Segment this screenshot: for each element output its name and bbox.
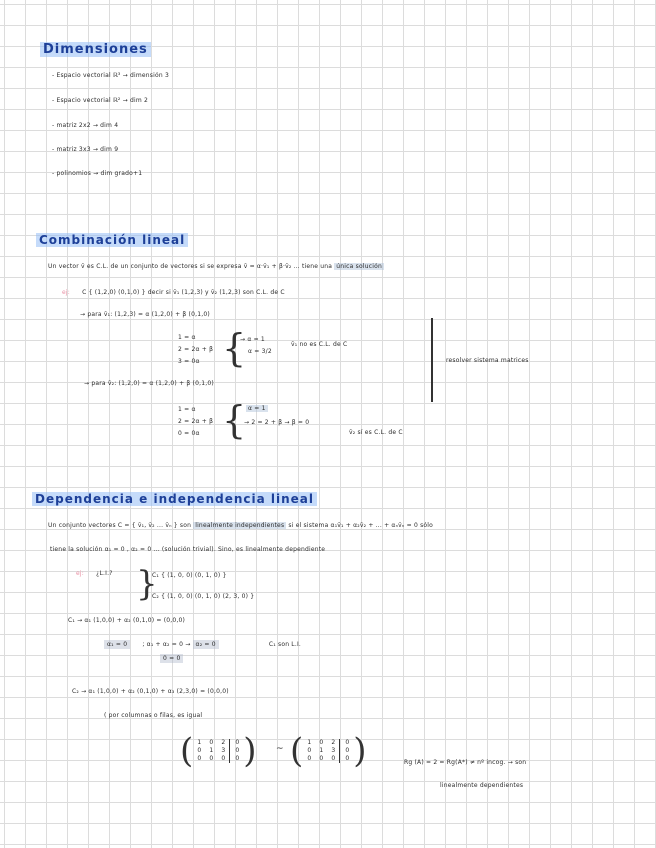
system-1-result: v̄₁ no es C.L. de C	[291, 341, 348, 348]
side-note: resolver sistema matrices	[446, 357, 529, 364]
comb-case-2: → para v̄₂: (1,2,0) = α (1,2,0) + β (0,1,0)	[84, 380, 214, 387]
method-note: ( por columnas o filas, es igual	[104, 712, 203, 719]
mb-cell: 0	[345, 739, 350, 746]
comb-intro-highlight: única solución	[336, 263, 382, 270]
system-1-eq-2: 2 = 2α + β	[178, 346, 214, 353]
dim-item-3: - matriz 2x2 → dim 4	[52, 122, 119, 129]
dim-item-2: - Espacio vectorial ℝ² → dim 2	[52, 97, 149, 104]
c1-zero-eq: 0 = 0	[160, 654, 183, 663]
c1-alpha2: α₂ = 0	[193, 640, 219, 649]
dep-example-question: ¿L.I.?	[96, 570, 113, 577]
ma-cell: 2	[221, 739, 226, 746]
system-2-sol: → 2 = 2 + β → β = 0	[244, 419, 310, 426]
mb-cell: 0	[331, 755, 336, 762]
ma-cell: 0	[209, 739, 214, 746]
ma-cell: 0	[221, 755, 226, 762]
dep-example-brace: }	[136, 564, 158, 604]
mb-cell: 2	[331, 739, 336, 746]
c1-conclusion: C₁ son L.I.	[268, 641, 302, 648]
ma-cell: 0	[235, 739, 240, 746]
mb-cell: 3	[331, 747, 336, 754]
ma-cell: 0	[197, 747, 202, 754]
system-2-eq-2: 2 = 2α + β	[178, 418, 214, 425]
ma-cell: 1	[197, 739, 202, 746]
ma-bar	[229, 747, 230, 755]
matrix-a-grid	[193, 739, 243, 763]
ma-cell: 0	[235, 755, 240, 762]
side-divider	[431, 318, 433, 402]
mb-cell: 0	[345, 755, 350, 762]
dep-definition-2: tiene la solución α₁ = 0 , α₂ = 0 ... (solución trivial). Sino, es linealmente dependiente	[50, 546, 326, 553]
system-2-eq-1: 1 = α	[178, 406, 196, 413]
comb-example-text: C { (1,2,0) (0,1,0) } decir si v̄₁ (1,2,3) y v̄₂ (1,2,3) son C.L. de C	[82, 289, 285, 296]
comb-example	[62, 289, 285, 297]
dim-item-1: - Espacio vectorial ℝ³ → dimensión 3	[52, 72, 169, 79]
mb-cell: 0	[307, 747, 312, 754]
system-2-result: v̄₂ sí es C.L. de C	[349, 429, 403, 436]
matrix-a-left-paren: (	[180, 731, 194, 771]
comb-case-1: → para v̄₁: (1,2,3) = α (1,2,0) + β (0,1,0)	[80, 311, 210, 318]
system-2-alpha: α = 1	[248, 405, 266, 412]
mb-cell: 0	[319, 755, 324, 762]
mb-bar	[339, 747, 340, 755]
ma-bar	[229, 755, 230, 763]
ma-bar	[229, 739, 230, 747]
system-2-eq-3: 0 = 0α	[178, 430, 200, 437]
ma-cell: 0	[235, 747, 240, 754]
dep-def-text-a: Un conjunto vectores C = { v̄₁, v̄₂ ... v̄ₙ } son	[48, 522, 192, 529]
set-c1: C₁ { (1, 0, 0) (0, 1, 0) }	[152, 572, 227, 579]
system-1-eq-1: 1 = α	[178, 334, 196, 341]
equivalence-sign: ~	[276, 744, 284, 754]
matrix-b-right-paren: )	[353, 731, 367, 771]
matrix-b-grid	[303, 739, 353, 763]
c2-equation: C₂ → α₁ (1,0,0) + α₂ (0,1,0) + α₃ (2,3,0) = (0,0,0)	[72, 688, 229, 695]
dep-def-highlight: linealmente independientes	[195, 522, 285, 529]
c1-equation: C₁ → α₁ (1,0,0) + α₂ (0,1,0) = (0,0,0)	[68, 617, 186, 624]
system-2-brace: {	[222, 398, 247, 442]
system-1-sol-1: → α = 1	[240, 336, 265, 343]
section-title-dimensiones: Dimensiones	[40, 42, 151, 57]
rank-conclusion-2: linealmente dependientes	[440, 782, 524, 789]
mb-bar	[339, 755, 340, 763]
system-1-sol-2: α = 3/2	[248, 348, 272, 355]
ma-cell: 3	[221, 747, 226, 754]
system-2-highlight	[246, 405, 268, 413]
section-title-dependencia: Dependencia e independencia lineal	[32, 492, 317, 506]
ma-cell: 1	[209, 747, 214, 754]
rank-conclusion: Rg (A) = 2 = Rg(A*) ≠ nº incog. → son	[404, 759, 527, 766]
c1-alpha1: α₁ = 0	[104, 640, 130, 649]
dep-example-label: ej:	[76, 570, 84, 577]
section-title-combinacion-lineal: Combinación lineal	[36, 233, 188, 247]
comb-intro	[48, 263, 384, 271]
c1-solution	[104, 641, 301, 649]
c1-solution-mid: ; α₁ + α₂ = 0 →	[142, 641, 191, 648]
dep-example	[76, 570, 113, 578]
system-1-brace: {	[222, 326, 247, 370]
matrix-a-right-paren: )	[243, 731, 257, 771]
matrix-b-left-paren: (	[290, 731, 304, 771]
dep-def-text-b: si el sistema α₁v̄₁ + α₂v̄₂ + ... + αₙv̄ₙ = 0 sólo	[288, 522, 434, 529]
c1-trivial	[160, 655, 183, 663]
comb-example-label: ej:	[62, 289, 70, 296]
mb-cell: 0	[345, 747, 350, 754]
matrix-a	[180, 731, 257, 771]
mb-bar	[339, 739, 340, 747]
dim-item-4: - matriz 3x3 → dim 9	[52, 146, 119, 153]
matrix-b	[290, 731, 367, 771]
ma-cell: 0	[197, 755, 202, 762]
mb-cell: 1	[307, 739, 312, 746]
dep-definition-1	[48, 522, 433, 530]
mb-cell: 1	[319, 747, 324, 754]
ma-cell: 0	[209, 755, 214, 762]
mb-cell: 0	[319, 739, 324, 746]
dim-item-5: - polinomios → dim grado+1	[52, 170, 143, 177]
comb-intro-text: Un vector v̄ es C.L. de un conjunto de vectores si se expresa v̄ = α·v̄₁ + β·v̄₂ ... tiene una	[48, 263, 333, 270]
system-1-eq-3: 3 = 0α	[178, 358, 200, 365]
set-c2: C₂ { (1, 0, 0) (0, 1, 0) (2, 3, 0) }	[152, 593, 255, 600]
mb-cell: 0	[307, 755, 312, 762]
